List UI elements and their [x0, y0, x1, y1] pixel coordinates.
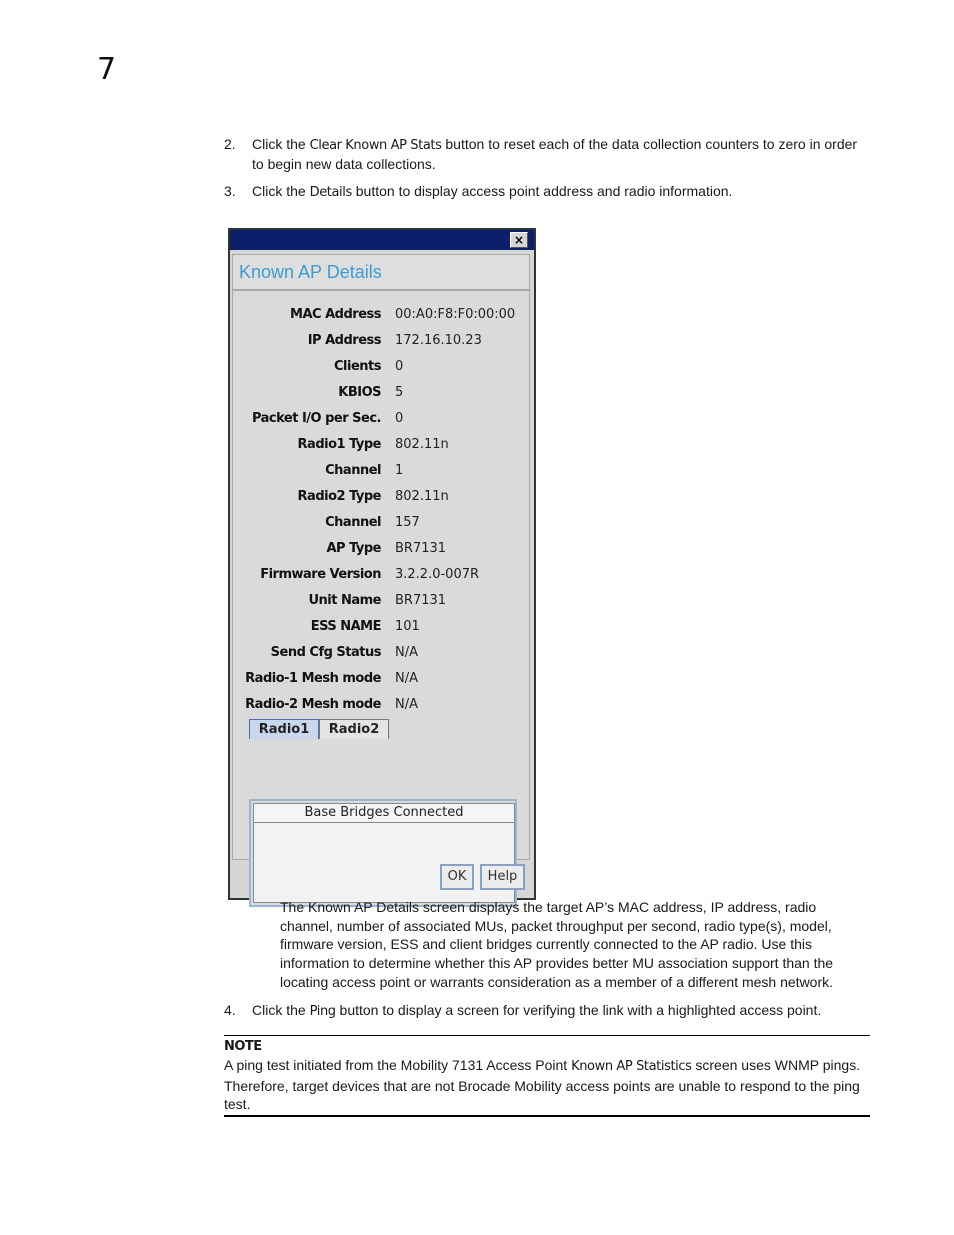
field-ip-address [233, 333, 529, 353]
field-label: Channel [325, 463, 381, 478]
field-label: MAC Address [290, 307, 381, 322]
step-text [252, 182, 870, 202]
chapter-number: 7 [97, 52, 117, 87]
field-label: Packet I/O per Sec. [251, 411, 381, 426]
step-text-before: Click the [252, 1002, 310, 1018]
field-value: BR7131 [395, 541, 447, 556]
field-firmware-version [233, 567, 529, 587]
field-value: N/A [395, 671, 418, 686]
field-unit-name [233, 593, 529, 613]
field-label: Radio-1 Mesh mode [245, 671, 381, 686]
known-ap-details-dialog [228, 228, 536, 900]
ui-term: Clear Known AP Stats [309, 138, 442, 153]
field-label: IP Address [307, 333, 381, 348]
field-value: 3.2.2.0-007R [395, 567, 480, 582]
step-text-after: button to display a screen for verifying the link with a highlighted access point. [335, 1002, 822, 1018]
radio1-tab-pane [249, 799, 517, 907]
field-label: KBIOS [338, 385, 381, 400]
field-value: 0 [395, 411, 404, 426]
field-mac-address [233, 307, 529, 327]
field-ap-type [233, 541, 529, 561]
field-value: 00:A0:F8:F0:00:00 [395, 307, 516, 322]
field-kbios [233, 385, 529, 405]
field-value: 5 [395, 385, 404, 400]
step-text-after: button to display access point address and radio information. [351, 183, 733, 199]
field-label: ESS NAME [310, 619, 381, 634]
field-value: 101 [395, 619, 420, 634]
field-send-cfg-status [233, 645, 529, 665]
field-value: 0 [395, 359, 404, 374]
field-radio1-type [233, 437, 529, 457]
tab-radio1[interactable]: Radio1 [249, 719, 319, 739]
details-panel [232, 290, 530, 860]
field-label: Send Cfg Status [270, 645, 381, 660]
field-label: Firmware Version [260, 567, 381, 582]
ok-button[interactable]: OK [440, 864, 474, 890]
step-text-before: Click the [252, 183, 310, 199]
step-text [252, 135, 870, 174]
note-top-rule [224, 1035, 870, 1036]
field-radio2-channel [233, 515, 529, 535]
step-text [252, 1001, 870, 1021]
note-text-before: A ping test initiated from the Mobility 7131 Access Point [224, 1057, 572, 1073]
field-label: Radio2 Type [297, 489, 381, 504]
field-value: BR7131 [395, 593, 447, 608]
note-heading: NOTE [224, 1039, 262, 1054]
field-label: Radio-2 Mesh mode [245, 697, 381, 712]
ui-term: Known AP Statistics [571, 1059, 692, 1074]
base-bridges-list[interactable] [253, 803, 515, 903]
note-text-after: screen uses WNMP pings. Therefore, target devices that are not Brocade Mobility access points are unable to respond to the ping test. [224, 1057, 861, 1113]
dialog-header [232, 254, 530, 290]
field-radio2-mesh-mode [233, 697, 529, 717]
step-text-after: button to reset each of the data collection counters to zero in order to begin new data collections. [252, 136, 858, 172]
note-bottom-rule [224, 1115, 870, 1117]
field-value: N/A [395, 645, 418, 660]
close-icon[interactable]: × [510, 232, 528, 248]
field-ess-name [233, 619, 529, 639]
field-label: Unit Name [308, 593, 381, 608]
field-radio1-mesh-mode [233, 671, 529, 691]
field-value: 172.16.10.23 [395, 333, 482, 348]
field-label: AP Type [326, 541, 381, 556]
field-label: Clients [334, 359, 381, 374]
field-packet-io [233, 411, 529, 431]
field-radio2-type [233, 489, 529, 509]
field-label: Channel [325, 515, 381, 530]
dialog-titlebar [230, 230, 534, 250]
help-button[interactable]: Help [480, 864, 525, 890]
step-number: 2. [224, 136, 236, 152]
ui-term: Ping [309, 1004, 336, 1019]
field-value: N/A [395, 697, 418, 712]
field-clients [233, 359, 529, 379]
field-value: 802.11n [395, 437, 449, 452]
field-radio1-channel [233, 463, 529, 483]
ui-term: Details [309, 185, 352, 200]
step-number: 4. [224, 1002, 236, 1018]
dialog-title: Known AP Details [239, 262, 382, 282]
figure-caption: The Known AP Details screen displays the target AP’s MAC address, IP address, radio channel, number of associated MUs, packet throughput per second, radio type(s), model, firmware version, ESS and client bridges currently connected to the AP radio. Use this information to determine whether this AP provides better MU association support than the locating access point or warrants consideration as a member of a different mesh network. [280, 899, 834, 990]
field-value: 1 [395, 463, 404, 478]
note-body [224, 1056, 872, 1114]
field-value: 157 [395, 515, 420, 530]
field-label: Radio1 Type [297, 437, 381, 452]
tab-radio2[interactable]: Radio2 [319, 719, 389, 739]
step-number: 3. [224, 183, 236, 199]
base-bridges-column-header: Base Bridges Connected [254, 804, 514, 823]
step-text-before: Click the [252, 136, 310, 152]
field-value: 802.11n [395, 489, 449, 504]
